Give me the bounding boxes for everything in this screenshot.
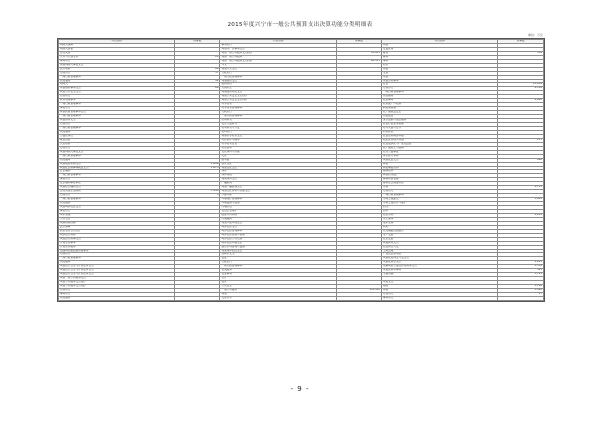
subject-name-cell: 其他一般公共服务支出 (59, 277, 175, 281)
subject-name-cell: 水利工程运行与维护 (381, 202, 497, 206)
amount-cell: 690 (498, 158, 544, 162)
subject-name-cell: 其他广播影视支出 (220, 186, 336, 190)
subject-name-cell: 食品和药品监督管理事务 (59, 249, 175, 253)
subject-name-cell: 税务 (381, 51, 497, 55)
subject-name-cell: 农村公益事业 (381, 150, 497, 154)
subject-name-cell: 其他一般公共服务支出(款) (220, 51, 336, 55)
subject-name-cell: 森林生态效益补偿 (381, 182, 497, 186)
subject-name-cell: 其他社会保障和就业支出 (59, 166, 175, 170)
subject-name-cell: 行政运行 (381, 190, 497, 194)
subject-name-cell: 行政运行 (220, 71, 336, 75)
subject-name-cell: 统计监测与信息服务 (381, 119, 497, 123)
subject-name-cell: 事业运行 (59, 178, 175, 182)
subject-name-cell: 残疾人保障 (59, 43, 175, 47)
subject-name-cell: 其他公共服务支出(款) (59, 281, 175, 285)
subject-name-cell: 应用研究 (220, 119, 336, 123)
subject-name-cell: 农业行业业务管理 (381, 123, 497, 127)
subject-name-cell: 行政运行 (59, 194, 175, 198)
subject-name-cell: 一般行政管理事务 (381, 91, 497, 95)
subject-name-cell: 其他医疗保障支出 (59, 237, 175, 241)
subject-name-cell: 发展 (381, 71, 497, 75)
subject-name-cell: 森林资源管理 (381, 178, 497, 182)
subject-name-cell: 林业 (381, 162, 497, 166)
subject-name-cell: 林业事业机构 (381, 166, 497, 170)
subject-name-cell: 其他就业补助支出 (59, 162, 175, 166)
header-subject-name: 科目名称 (59, 40, 175, 44)
subject-name-cell: 其他节能环保支出 (220, 221, 336, 225)
subject-name-cell: 其他城乡社区支出 (59, 206, 175, 210)
subject-name-cell: 技术推广与培训 (381, 103, 497, 107)
subject-name-cell: 城乡社区公共设施 (220, 237, 336, 241)
subject-name-cell: 一般行政管理事务 (59, 174, 175, 178)
subject-name-cell: 农田水利 (381, 213, 497, 217)
subject-name-cell: 城市管理 (59, 213, 175, 217)
subject-name-cell: 人民防空 (220, 87, 336, 91)
subject-name-cell: 行政运行 (381, 293, 497, 297)
subject-name-cell: 人员培训 (59, 142, 175, 146)
subject-name-cell: 城乡社区支出 (220, 225, 336, 229)
amount-cell: 69 (175, 67, 220, 71)
subject-name-cell: 其他民政管理事务支出 (59, 111, 175, 115)
subject-name-cell: 社会公益研究 (220, 123, 336, 127)
subject-name-cell: 南水北调 (381, 221, 497, 225)
subject-name-cell: 其他共产党事务支出 (220, 47, 336, 51)
subject-name-cell: 其他残疾人事业支出 (59, 150, 175, 154)
subject-name-cell: 其他 (220, 293, 336, 297)
subject-name-cell: 新型农村合作医疗 (59, 229, 175, 233)
subject-name-cell: 合计 (220, 277, 336, 281)
subject-name-cell: 其他国防支出 (220, 79, 336, 83)
subject-name-cell: 群众文化 (220, 162, 336, 166)
subject-name-cell: 农村基础设施建设 (381, 229, 497, 233)
subject-name-cell: 机关服务 (59, 130, 175, 134)
subject-name-cell: 农业事务 (220, 273, 336, 277)
subject-name-cell: 机关服务 (59, 261, 175, 265)
header-subject-name: 科目名称 (381, 40, 497, 44)
subject-name-cell: 疾病预防控制 (59, 221, 175, 225)
subject-name-cell: 机关服务 (381, 95, 497, 99)
amount-cell: 13,859 (498, 83, 544, 87)
subject-name-cell: 其他农业综合开发支出 (381, 257, 497, 261)
subject-name-cell: 体育场馆 (220, 174, 336, 178)
subject-name-cell: 事务运行 (59, 59, 175, 63)
amount-cell: 155,395 (336, 289, 381, 293)
subject-name-cell: 机关服务 (59, 296, 175, 300)
header-final-amount: 决算数 (498, 40, 544, 44)
amount-cell: 17 (498, 293, 544, 297)
subject-name-cell: 科学技术普及 (220, 142, 336, 146)
subject-name-cell: 水土保持 (381, 217, 497, 221)
subject-name-cell: 其他 (381, 67, 497, 71)
subject-name-cell: 污染减排 (220, 217, 336, 221)
header-final-amount: 决算数 (175, 40, 220, 44)
subject-name-cell: 一般行政管理事务 (59, 103, 175, 107)
subject-name-cell: 其他国防事务支出 (59, 87, 175, 91)
subject-name-cell: 行政运行 (59, 289, 175, 293)
subject-name-cell: 行政运行 (220, 111, 336, 115)
amount-cell: 339 (498, 51, 544, 55)
subject-name-cell: 一般行政管理事务 (59, 115, 175, 119)
subject-name-cell: 其他一般公共服务 (220, 55, 336, 59)
subject-name-cell: 交通运输 (381, 273, 497, 277)
subject-name-cell: 技术 (381, 63, 497, 67)
subject-name-cell: 公共安全 (220, 285, 336, 289)
amount-cell: 117 (498, 138, 544, 142)
subject-name-cell: 其他公共安全支出(款) (220, 95, 336, 99)
subject-name-cell: 其他残疾人事业支出 (59, 63, 175, 67)
amount-cell: 3,009 (498, 198, 544, 202)
subject-name-cell: 一般行政管理事务 (220, 75, 336, 79)
subject-name-cell: 水利 (381, 186, 497, 190)
subject-name-cell: 国防动员 (220, 83, 336, 87)
subject-name-cell: 一般行政管理事务 (59, 126, 175, 130)
amount-cell: 96,355 (336, 59, 381, 63)
subject-name-cell: 医疗保障 (59, 225, 175, 229)
subject-name-cell: 技术研究与开发 (220, 126, 336, 130)
amount-cell (175, 296, 220, 300)
subject-name-cell: 行政运行 (381, 87, 497, 91)
subject-name-cell: 文化科学 (220, 296, 336, 300)
subject-name-cell: 农业 (381, 83, 497, 87)
subject-name-cell: 一般行政管理事务 (59, 154, 175, 158)
subject-name-cell: 教育管理事务 (59, 99, 175, 103)
subject-name-cell: 化解其他公益性乡村债务支出 (381, 265, 497, 269)
subject-name-cell: 水利工程建设 (381, 198, 497, 202)
header-final-amount: 决算数 (336, 40, 381, 44)
subject-name-cell: 公益性岗位 (59, 134, 175, 138)
amount-cell: 1,258 (498, 213, 544, 217)
subject-name-cell: 一般行政管理事务 (220, 115, 336, 119)
subject-name-cell: 其他一般公共服务支出(项) (220, 59, 336, 63)
subject-name-cell: 行政运行 (59, 146, 175, 150)
amount-cell: 2,086 (175, 162, 220, 166)
subject-name-cell: 事务 (381, 59, 497, 63)
amount-cell: 64 (175, 87, 220, 91)
subject-name-cell: 机构运行 (220, 130, 336, 134)
subject-name-cell: 机关服务 (59, 79, 175, 83)
subject-name-cell: 财政 (381, 285, 497, 289)
amount-cell: 29 (175, 55, 220, 59)
subject-name-cell: 城乡社区管理事务 (220, 229, 336, 233)
subject-name-cell: 其他科学技术支出 (220, 134, 336, 138)
subject-name-cell: 文化体育与传媒 (220, 150, 336, 154)
page-number: - 9 - (290, 385, 310, 393)
subject-name-cell: 事业运行 (59, 209, 175, 213)
header-subject-name: 科目名称 (220, 40, 336, 44)
subject-name-cell: 一般行政管理事务 (59, 75, 175, 79)
subject-name-cell: 稳定农民收入补贴 (381, 138, 497, 142)
amount-cell: 1,105 (498, 261, 544, 265)
subject-name-cell: 防灾救灾 (381, 130, 497, 134)
subject-name-cell: 其他社会福利支出 (59, 186, 175, 190)
subject-name-cell: 其他水利事务 (381, 79, 497, 83)
subject-name-cell: 环境保护管理事务 (220, 198, 336, 202)
subject-name-cell: 其他国防动员支出 (220, 91, 336, 95)
subject-name-cell: 机关服务 (59, 202, 175, 206)
amount-cell: 37 (175, 71, 220, 75)
subject-name-cell: 其他 (381, 75, 497, 79)
subject-name-cell: 节能环保 (220, 194, 336, 198)
table-row (59, 296, 544, 300)
subject-name-cell: 科技条件与服务 (220, 138, 336, 142)
subject-name-cell: 社会福利 (59, 170, 175, 174)
subject-name-cell: 农业结构调整补贴 (381, 134, 497, 138)
subject-name-cell: 其他体育支出 (220, 178, 336, 182)
subject-name-cell: 林业技术推广 (381, 174, 497, 178)
subject-name-cell: 扶贫 (381, 225, 497, 229)
subject-name-cell: 农产品加工与促销 (381, 146, 497, 150)
subject-name-cell: 一般行政管理事务 (220, 265, 336, 269)
subject-name-cell: 环境监测与监察 (220, 202, 336, 206)
subject-name-cell: 其他公共服务支出(项) (59, 285, 175, 289)
subject-name-cell: 综合财力补助 (381, 154, 497, 158)
subject-name-cell: 税务 (381, 55, 497, 59)
subject-name-cell: 机关服务 (59, 158, 175, 162)
subject-name-cell: 行政运行 (59, 95, 175, 99)
subject-name-cell: 机关服务 (220, 269, 336, 273)
subject-name-cell: 土地治理 (381, 249, 497, 253)
subject-name-cell: 其他文化体育与传媒支出 (220, 190, 336, 194)
subject-name-cell: 抗旱 (381, 209, 497, 213)
subject-name-cell: 农业 (220, 257, 336, 261)
subject-name-cell: 生产发展 (381, 233, 497, 237)
budget-table-container (57, 38, 545, 302)
subject-name-cell: 其他农林水事务 (381, 269, 497, 273)
subject-name-cell: 事务运行 (220, 43, 336, 47)
subject-name-cell: 行政运行 (220, 261, 336, 265)
subject-name-cell: 建设市场管理与监督 (220, 245, 336, 249)
subject-name-cell: 行政运行 (59, 253, 175, 257)
budget-table (58, 39, 544, 301)
amount-cell: 5,376 (498, 265, 544, 269)
subject-name-cell: 自然生态保护 (220, 209, 336, 213)
page-title: 2015年度兴宁市一般公共预算支出决算功能分类明细表 (227, 22, 373, 28)
amount-cell: 5 (175, 194, 220, 198)
subject-name-cell: 就业创业 (59, 138, 175, 142)
subject-name-cell: 一般公共服务 (220, 289, 336, 293)
amount-cell: 2,704 (498, 87, 544, 91)
amount-cell (336, 296, 381, 300)
subject-name-cell: 事务运行 (59, 293, 175, 297)
subject-name-cell: 其他医疗卫生与计划生育支出 (59, 273, 175, 277)
subject-name-cell: 农业事务 (381, 99, 497, 103)
amount-cell: 3,548 (498, 289, 544, 293)
amount-cell: 1,073 (175, 166, 220, 170)
amount-cell: 1,753 (498, 186, 544, 190)
subject-name-cell: 人口与计划生育 (59, 55, 175, 59)
subject-name-cell: 计划生育服务 (59, 245, 175, 249)
subject-name-cell: 体育 (220, 170, 336, 174)
subject-name-cell: 产业化经营项目 (381, 253, 497, 257)
subject-name-cell: 其他医疗卫生与计划生育支出 (59, 269, 175, 273)
subject-name-cell: 城乡医疗救助 (59, 233, 175, 237)
amount-cell: 2,896 (498, 99, 544, 103)
subject-name-cell: 防汛 (381, 206, 497, 210)
subject-name-cell: 其他公共安全支出(项) (220, 99, 336, 103)
subject-name-cell: 科学技术 (220, 103, 336, 107)
subject-name-cell: 其他医疗卫生与计划生育支出 (59, 265, 175, 269)
subject-name-cell: 其他教育支出 (59, 119, 175, 123)
subject-name-cell: 社会发展 (381, 237, 497, 241)
unit-label: 单位：万元 (527, 33, 543, 37)
subject-name-cell: 污染防治 (220, 206, 336, 210)
amount-cell: 3,746 (498, 285, 544, 289)
subject-name-cell: 一般行政管理事务 (381, 194, 497, 198)
subject-name-cell: 行政运行 (59, 71, 175, 75)
subject-name-cell: 外交 (220, 63, 336, 67)
subject-name-cell: 其他扶贫支出 (381, 241, 497, 245)
subject-name-cell: 文化 (220, 154, 336, 158)
subject-name-cell: 其他文化支出 (220, 166, 336, 170)
subject-name-cell: 社会福利事业单位 (59, 182, 175, 186)
subject-name-cell: 自然灾害生活救助 (59, 190, 175, 194)
subject-name-cell: 计划生育事务 (59, 241, 175, 245)
subject-name-cell: 森林培育 (381, 170, 497, 174)
subject-name-cell: 事业运行 (59, 107, 175, 111)
subject-name-cell: 其他 (381, 43, 497, 47)
subject-name-cell: 残疾人 (59, 83, 175, 87)
subject-name-cell: 执法监管 (381, 115, 497, 119)
subject-name-cell: 行政运行 (59, 123, 175, 127)
subject-name-cell: 科学技术管理事务 (220, 107, 336, 111)
subject-name-cell: 事务运行 (381, 296, 497, 300)
subject-name-cell: 其他外交支出 (220, 67, 336, 71)
subject-name-cell: 农业组织化与产业化经营 (381, 142, 497, 146)
subject-name-cell: 农业综合开发 (381, 245, 497, 249)
amount-cell: 42 (175, 79, 220, 83)
amount-cell: 55,953 (336, 51, 381, 55)
subject-name-cell: 残疾人康复 (59, 47, 175, 51)
subject-name-cell: 广播影视 (220, 182, 336, 186)
table-body (59, 43, 544, 300)
subject-name-cell: 其他农林水支出 (381, 261, 497, 265)
subject-name-cell: 其他支出 (381, 281, 497, 285)
subject-name-cell: 对外交流与合作 (381, 126, 497, 130)
subject-name-cell: 安置住房 (381, 47, 497, 51)
subject-name-cell: 图书馆 (220, 158, 336, 162)
subject-name-cell: 能源节约利用 (220, 213, 336, 217)
amount-cell: 3,703 (498, 273, 544, 277)
subject-name-cell: 医疗救助 (59, 67, 175, 71)
amount-cell: 523 (498, 269, 544, 273)
subject-name-cell: 城乡社区规划与管理 (220, 233, 336, 237)
subject-name-cell: 其他农业支出 (381, 158, 497, 162)
subject-name-cell: 自然灾害 (59, 51, 175, 55)
amount-cell: 1,144 (175, 190, 220, 194)
subject-name-cell: 农产品质量安全 (381, 111, 497, 115)
subject-name-cell: 一般行政管理事务 (59, 257, 175, 261)
subject-name-cell: 科普活动 (220, 146, 336, 150)
subject-name-cell: 农林水支出 (220, 253, 336, 257)
amount-cell (498, 296, 544, 300)
subject-name-cell: 其他城乡社区支出 (220, 249, 336, 253)
subject-name-cell: 城乡社区环境卫生 (220, 241, 336, 245)
subject-name-cell: 教育 (220, 281, 336, 285)
subject-name-cell: 一般行政管理事务 (59, 198, 175, 202)
subject-name-cell: 其他 (381, 289, 497, 293)
subject-name-cell: 其他公共安全支出 (59, 91, 175, 95)
subject-name-cell: 公共卫生 (59, 217, 175, 221)
subject-name-cell: 病虫害控制 (381, 107, 497, 111)
